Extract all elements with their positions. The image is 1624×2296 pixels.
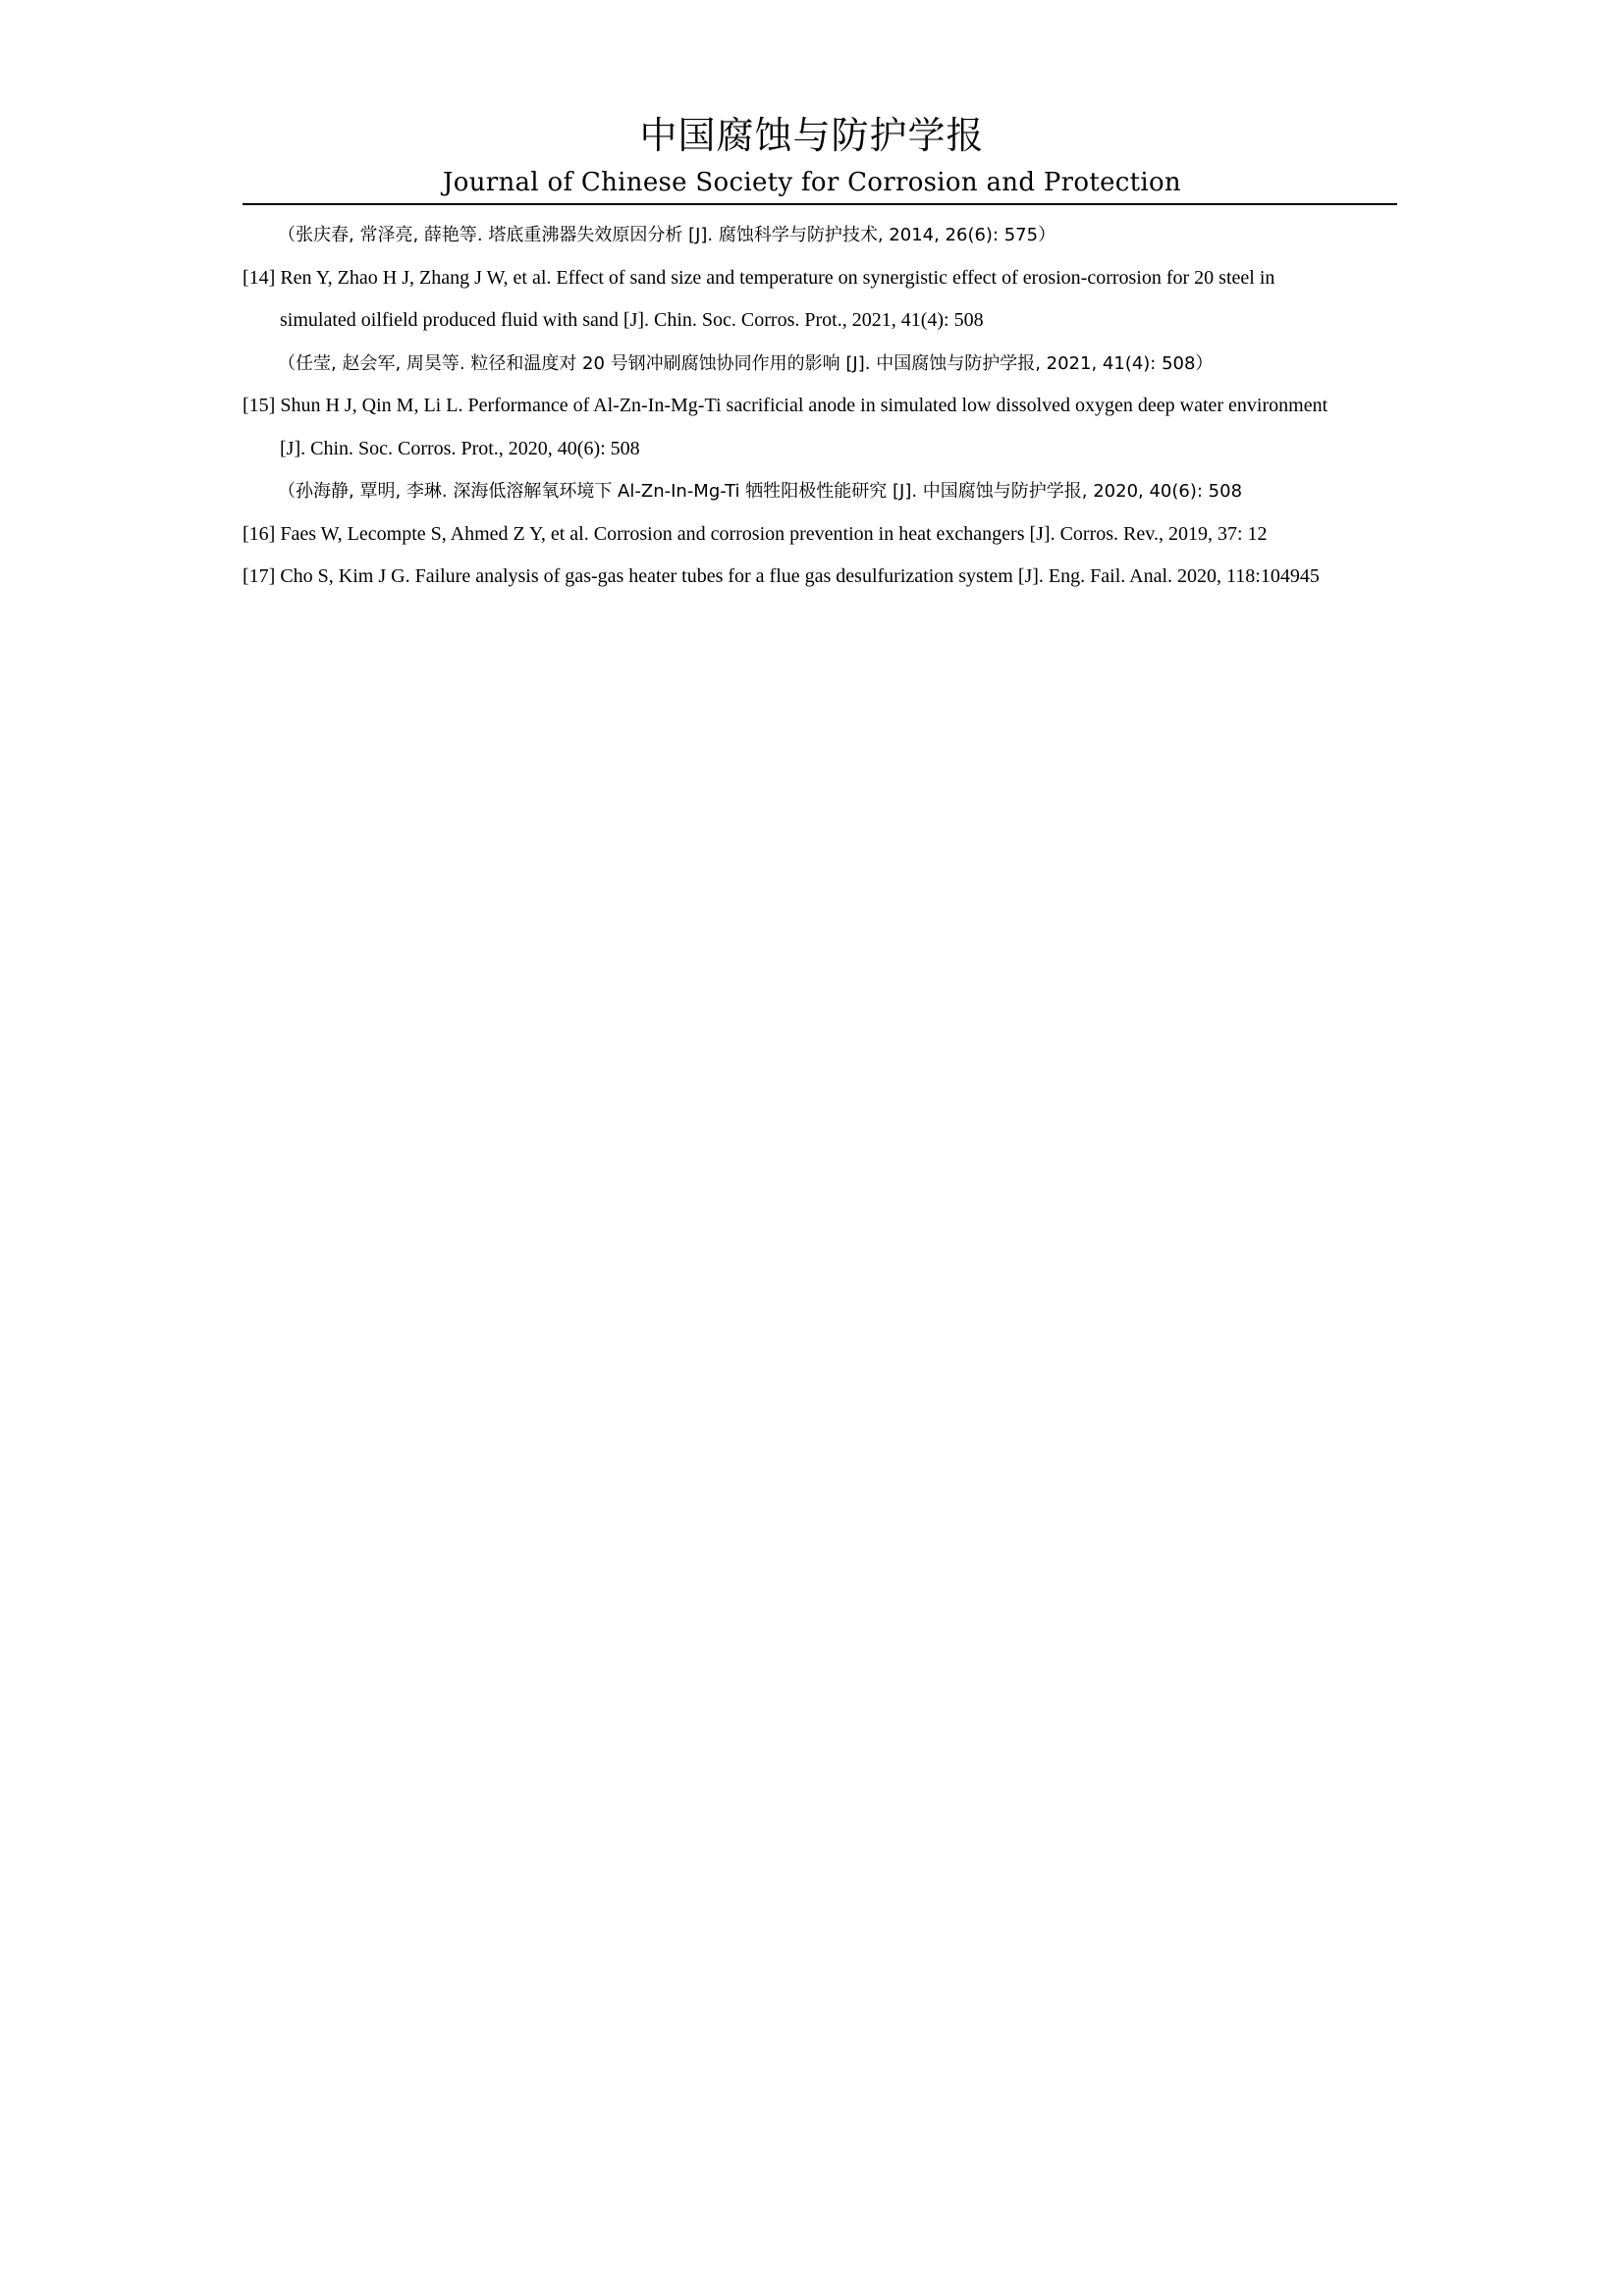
reference-entry-line: [15] Shun H J, Qin M, Li L. Performance of Al-Zn-In-Mg-Ti sacrificial anode in simulated low dissolved oxygen deep water environment xyxy=(243,395,1328,416)
header-divider xyxy=(243,203,1397,205)
journal-title-english: Journal of Chinese Society for Corrosion and Protection xyxy=(443,168,1181,197)
reference-chinese-line: （任莹, 赵会军, 周昊等. 粒径和温度对 20 号钢冲刷腐蚀协同作用的影响 [J]. 中国腐蚀与防护学报, 2021, 41(4): 508） xyxy=(278,352,1214,374)
reference-chinese-line: （孙海静, 覃明, 李琳. 深海低溶解氧环境下 Al-Zn-In-Mg-Ti 牺牲阳极性能研究 [J]. 中国腐蚀与防护学报, 2020, 40(6): 508 xyxy=(278,481,1243,502)
reference-continuation-line: [J]. Chin. Soc. Corros. Prot., 2020, 40(6): 508 xyxy=(280,437,640,459)
reference-chinese-line: （张庆春, 常泽亮, 薛艳等. 塔底重沸器失效原因分析 [J]. 腐蚀科学与防护技术, 2014, 26(6): 575） xyxy=(278,225,1056,245)
reference-list xyxy=(243,214,1401,599)
journal-title-chinese: 中国腐蚀与防护学报 xyxy=(639,114,985,157)
reference-entry-line: [14] Ren Y, Zhao H J, Zhang J W, et al. Effect of sand size and temperature on synergistic effect of erosion-corrosion for 20 steel in xyxy=(243,266,1275,289)
reference-entry-line: [17] Cho S, Kim J G. Failure analysis of gas-gas heater tubes for a flue gas desulfurization system [J]. Eng. Fail. Anal. 2020, 118:104945 xyxy=(243,565,1320,587)
reference-entry-line: [16] Faes W, Lecompte S, Ahmed Z Y, et al. Corrosion and corrosion prevention in heat exchangers [J]. Corros. Rev., 2019, 37: 12 xyxy=(243,522,1268,545)
reference-continuation-line: simulated oilfield produced fluid with sand [J]. Chin. Soc. Corros. Prot., 2021, 41(4): 508 xyxy=(280,309,984,331)
